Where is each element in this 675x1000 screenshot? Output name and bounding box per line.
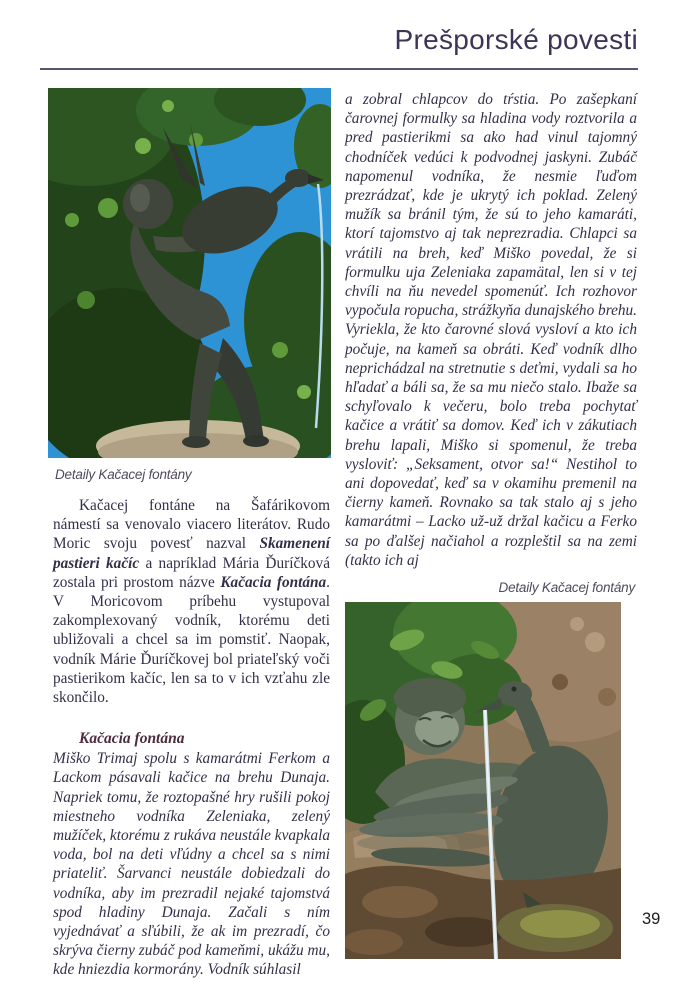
- header-rule: [40, 68, 638, 70]
- page-title: Prešporské povesti: [394, 24, 638, 55]
- fountain-photo-top: [48, 88, 331, 458]
- statue-boy-and-duck-illustration: [345, 602, 621, 959]
- right-column: [345, 90, 637, 959]
- photo-caption-left: Detaily Kačacej fontány: [55, 467, 192, 482]
- story-paragraph-right: a zobral chlapcov do tŕstia. Po zašepkaní čarovnej formulky sa hladina vody roztvorila a pred pastierikmi sa ako had vinul tajomný chodníček vedúci k podvodnej jaskyni. Zubáč napomenul vodníka, že nesmie ľuďom prezrádzať, kde je ukrytý ich poklad. Zelený mužík sa bránil tým, že sú to jeho kamaráti, ktorí tajomstvo aj tak neprezradia. Chlapci sa vrátili na breh, keď Miško povedal, že si formulku uja Zeleniaka zapamätal, len si v tej chvíli na ňu nevedel spomenúť. Ich rozhovor vypočula ropucha, strážkyňa dunajského brehu. Vyriekla, že kto čarovné slová vysloví a kto ich počuje, na kameň sa obráti. Keď vodník dlho neprichádzal na stretnutie s deťmi, vydali sa ho hľadať a báli sa, že sa mu niečo stalo. Ibaže sa schyľovalo k večeru, bolo treba pochytať kačice a vrátiť sa domov. Keď ich v zákutiach brehu lapali, Miško si spomenul, že treba vysloviť: „Seksament, otvor sa!“ Nestihol to ani dopovedať, keď sa v okamihu premenil na čierny kameň. Rovnako sa tak stalo aj s jeho kamarátmi – Lacko už-už držal kačicu a Ferko sa po ďalšej načiahol a rozpleštil sa na zemi (takto ich aj: [345, 91, 637, 569]
- story-title-skameneni: Skamenení pastieri kačíc: [53, 535, 330, 572]
- left-column: [48, 88, 331, 980]
- photo-caption-right: Detaily Kačacej fontány: [498, 580, 635, 596]
- statue-boy-carrying-duck-illustration: [48, 88, 331, 458]
- story-paragraph-left: Miško Trimaj spolu s kamarátmi Ferkom a Lackom pásavali kačice na brehu Dunaja. Napriek tomu, že roztopašné hry rušili pokoj miestneho vodníka Zeleniaka, zelený mužíček, ktorému z rukáva neustále kvapkala voda, bol na deti vľúdny a chcel sa s nimi priateliť. Šarvanci neustále dobiedzali do vodníka, aby im prezradil nejaké tajomstvá spod hladiny Dunaja. Začali s ním vyjednávať a sľúbili, že ak im prezradí, čo skrýva čierny zubáč pod kameňmi, ukážu mu, kde hniezdia kormorány. Vodník súhlasil: [53, 750, 330, 979]
- intro-text-segment: Kačacej fontáne na Šafárikovom námestí sa venovalo viacero literátov. Rudo Moric svoju povesť nazval: [53, 497, 330, 553]
- page-number: 39: [642, 910, 661, 928]
- fountain-photo-bottom: [345, 602, 637, 959]
- story-heading: Kačacia fontána: [79, 730, 185, 748]
- story-title-kacacia: Kačacia fontána: [220, 573, 327, 591]
- intro-text-segment: a napríklad Mária Ďuríčková zostala pri prostom názve: [53, 554, 330, 591]
- intro-paragraph: [53, 496, 330, 707]
- intro-text-segment: . V Moricovom príbehu vystupoval zakomplexovaný vodník, ktorému deti ubližovali a chcel sa im pomstiť. Naopak, vodník Márie Ďuríčkovej bol priateľský voči pastierikom kačíc, len sa to v ich vzťahu zle skončilo.: [53, 573, 330, 707]
